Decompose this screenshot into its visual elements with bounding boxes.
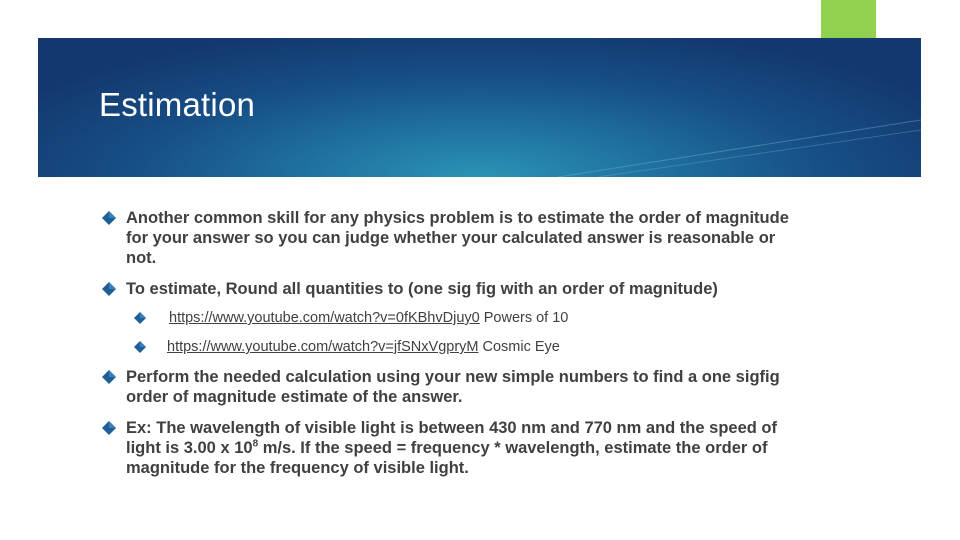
diamond-bullet-icon bbox=[134, 341, 146, 353]
sub-bullet-label: Powers of 10 bbox=[479, 310, 569, 326]
sub-bullet-label: Cosmic Eye bbox=[478, 339, 560, 355]
title-band bbox=[38, 38, 921, 177]
bullet-item bbox=[96, 367, 796, 407]
exponent: 8 bbox=[252, 438, 259, 450]
sub-bullet-item bbox=[134, 309, 796, 327]
bullet-item bbox=[96, 208, 796, 268]
cosmic-eye-link[interactable]: https://www.youtube.com/watch?v=jfSNxVgpryM bbox=[167, 339, 479, 355]
bullet-list bbox=[96, 208, 796, 478]
bullet-text: m/s. If the speed = frequency * wavelength, estimate the order of magnitude for the frequency of visible light. bbox=[126, 439, 768, 477]
bullet-text: Another common skill for any physics problem is to estimate the order of magnitude for your answer so you can judge whether your calculated answer is reasonable or not. bbox=[126, 209, 789, 267]
bullet-item bbox=[96, 279, 796, 299]
bullet-text: Ex: The wavelength of visible light is between 430 nm and 770 nm and the speed of light is 3.00 x 10 bbox=[126, 419, 777, 457]
powers-of-10-link[interactable]: https://www.youtube.com/watch?v=0fKBhvDjuy0 bbox=[169, 310, 480, 326]
diamond-bullet-icon bbox=[102, 282, 116, 296]
diamond-bullet-icon bbox=[134, 312, 146, 324]
bullet-text: Perform the needed calculation using your new simple numbers to find a one sigfig order of magnitude estimate of the answer. bbox=[126, 368, 780, 406]
sub-bullet-item bbox=[134, 338, 796, 356]
diamond-bullet-icon bbox=[102, 421, 116, 435]
bullet-text: To estimate, Round all quantities to (one sig fig with an order of magnitude) bbox=[126, 280, 718, 298]
diamond-bullet-icon bbox=[102, 211, 116, 225]
slide-title: Estimation bbox=[99, 86, 256, 123]
diamond-bullet-icon bbox=[102, 370, 116, 384]
bullet-item bbox=[96, 418, 796, 478]
